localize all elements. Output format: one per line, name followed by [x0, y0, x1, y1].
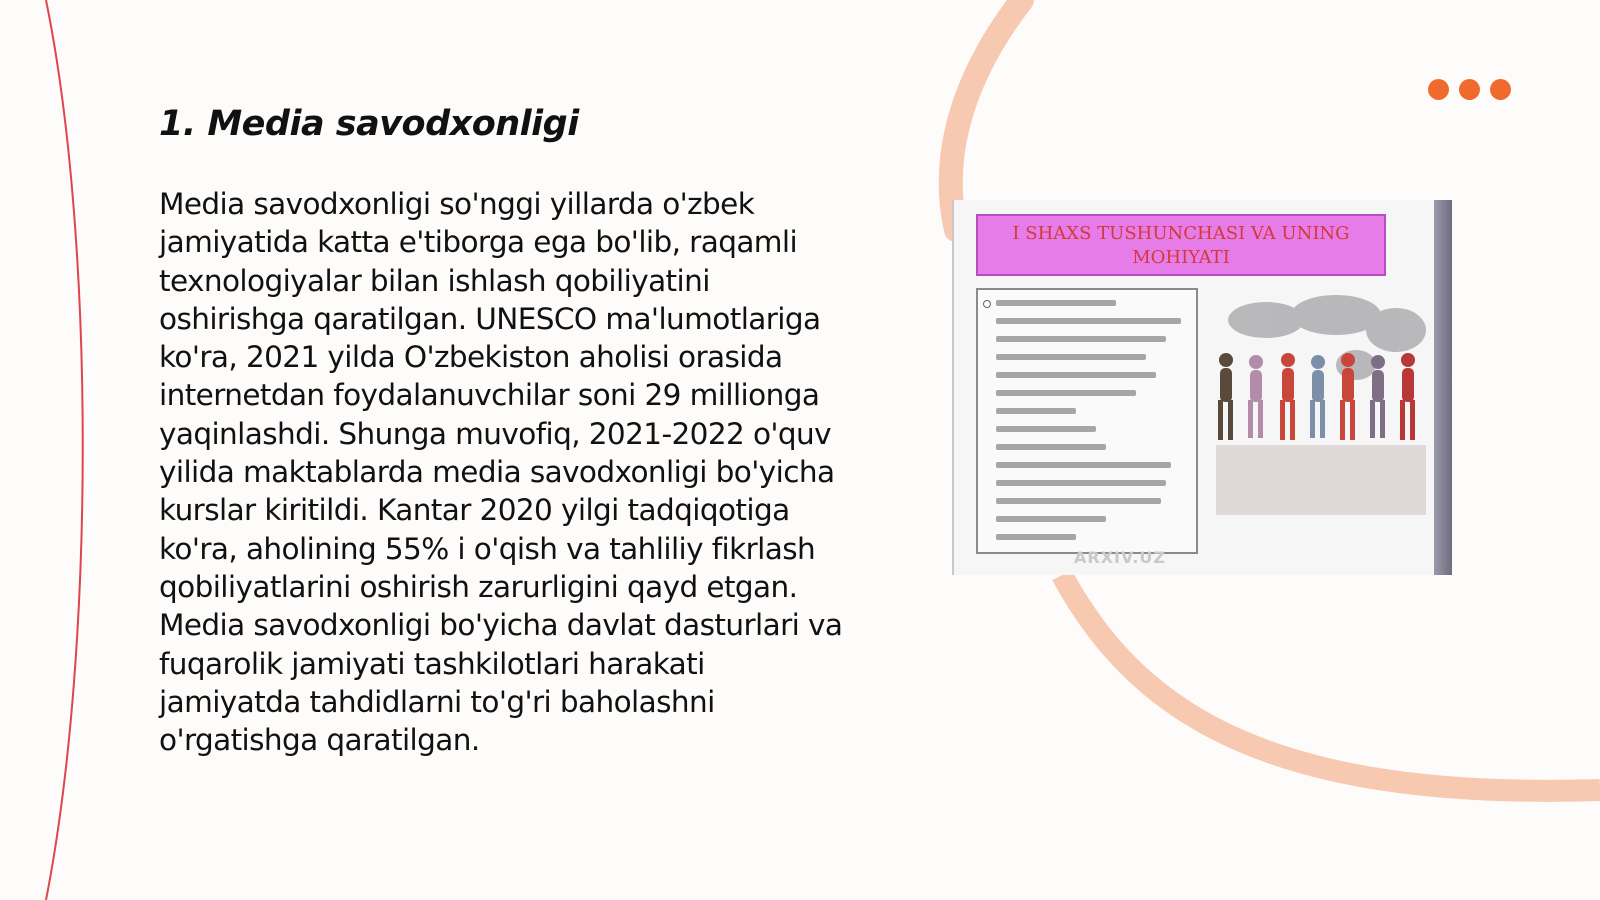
image-heading: I SHAXS TUSHUNCHASI VA UNING MOHIYATI	[976, 214, 1386, 276]
embedded-slide-image	[952, 200, 1452, 575]
people-world-map-illustration	[1206, 290, 1434, 550]
menu-dots	[1428, 79, 1511, 100]
dot-icon	[1459, 79, 1480, 100]
image-edge-bar	[1434, 200, 1452, 575]
bullet-icon	[983, 300, 991, 308]
dot-icon	[1428, 79, 1449, 100]
left-red-curve	[46, 0, 83, 900]
dot-icon	[1490, 79, 1511, 100]
slide-title: 1. Media savodxonligi	[159, 104, 579, 144]
image-text-box	[976, 288, 1198, 554]
slide-body-text: Media savodxonligi so'nggi yillarda o'zbek jamiyatida katta e'tiborga ega bo'lib, raqamli texnologiyalar bilan ishlash qobiliyatini oshirishga qaratilgan. UNESCO ma'lumotlariga ko'ra, 2021 yilda O'zbekiston aholisi orasida internetdan foydalanuvchilar soni 29 millionga yaqinlashdi. Shunga muvofiq, 2021-2022 o'quv yilida maktablarda media savodxonligi bo'yicha kurslar kiritildi. Kantar 2020 yilgi tadqiqotiga ko'ra, aholining 55% i o'qish va tahliliy fikrlash qobiliyatlarini oshirish zarurligini qayd etgan. Media savodxonligi bo'yicha davlat dasturlari va fuqarolik jamiyati tashkilotlari harakati jamiyatda tahdidlarni to'g'ri baholashni o'rgatishga qaratilgan.	[159, 187, 843, 758]
image-watermark: ARXIV.UZ	[1074, 548, 1166, 567]
blurred-text-lines	[996, 296, 1192, 546]
orange-arc	[951, 0, 1022, 230]
orange-arc-lower	[1062, 575, 1600, 791]
